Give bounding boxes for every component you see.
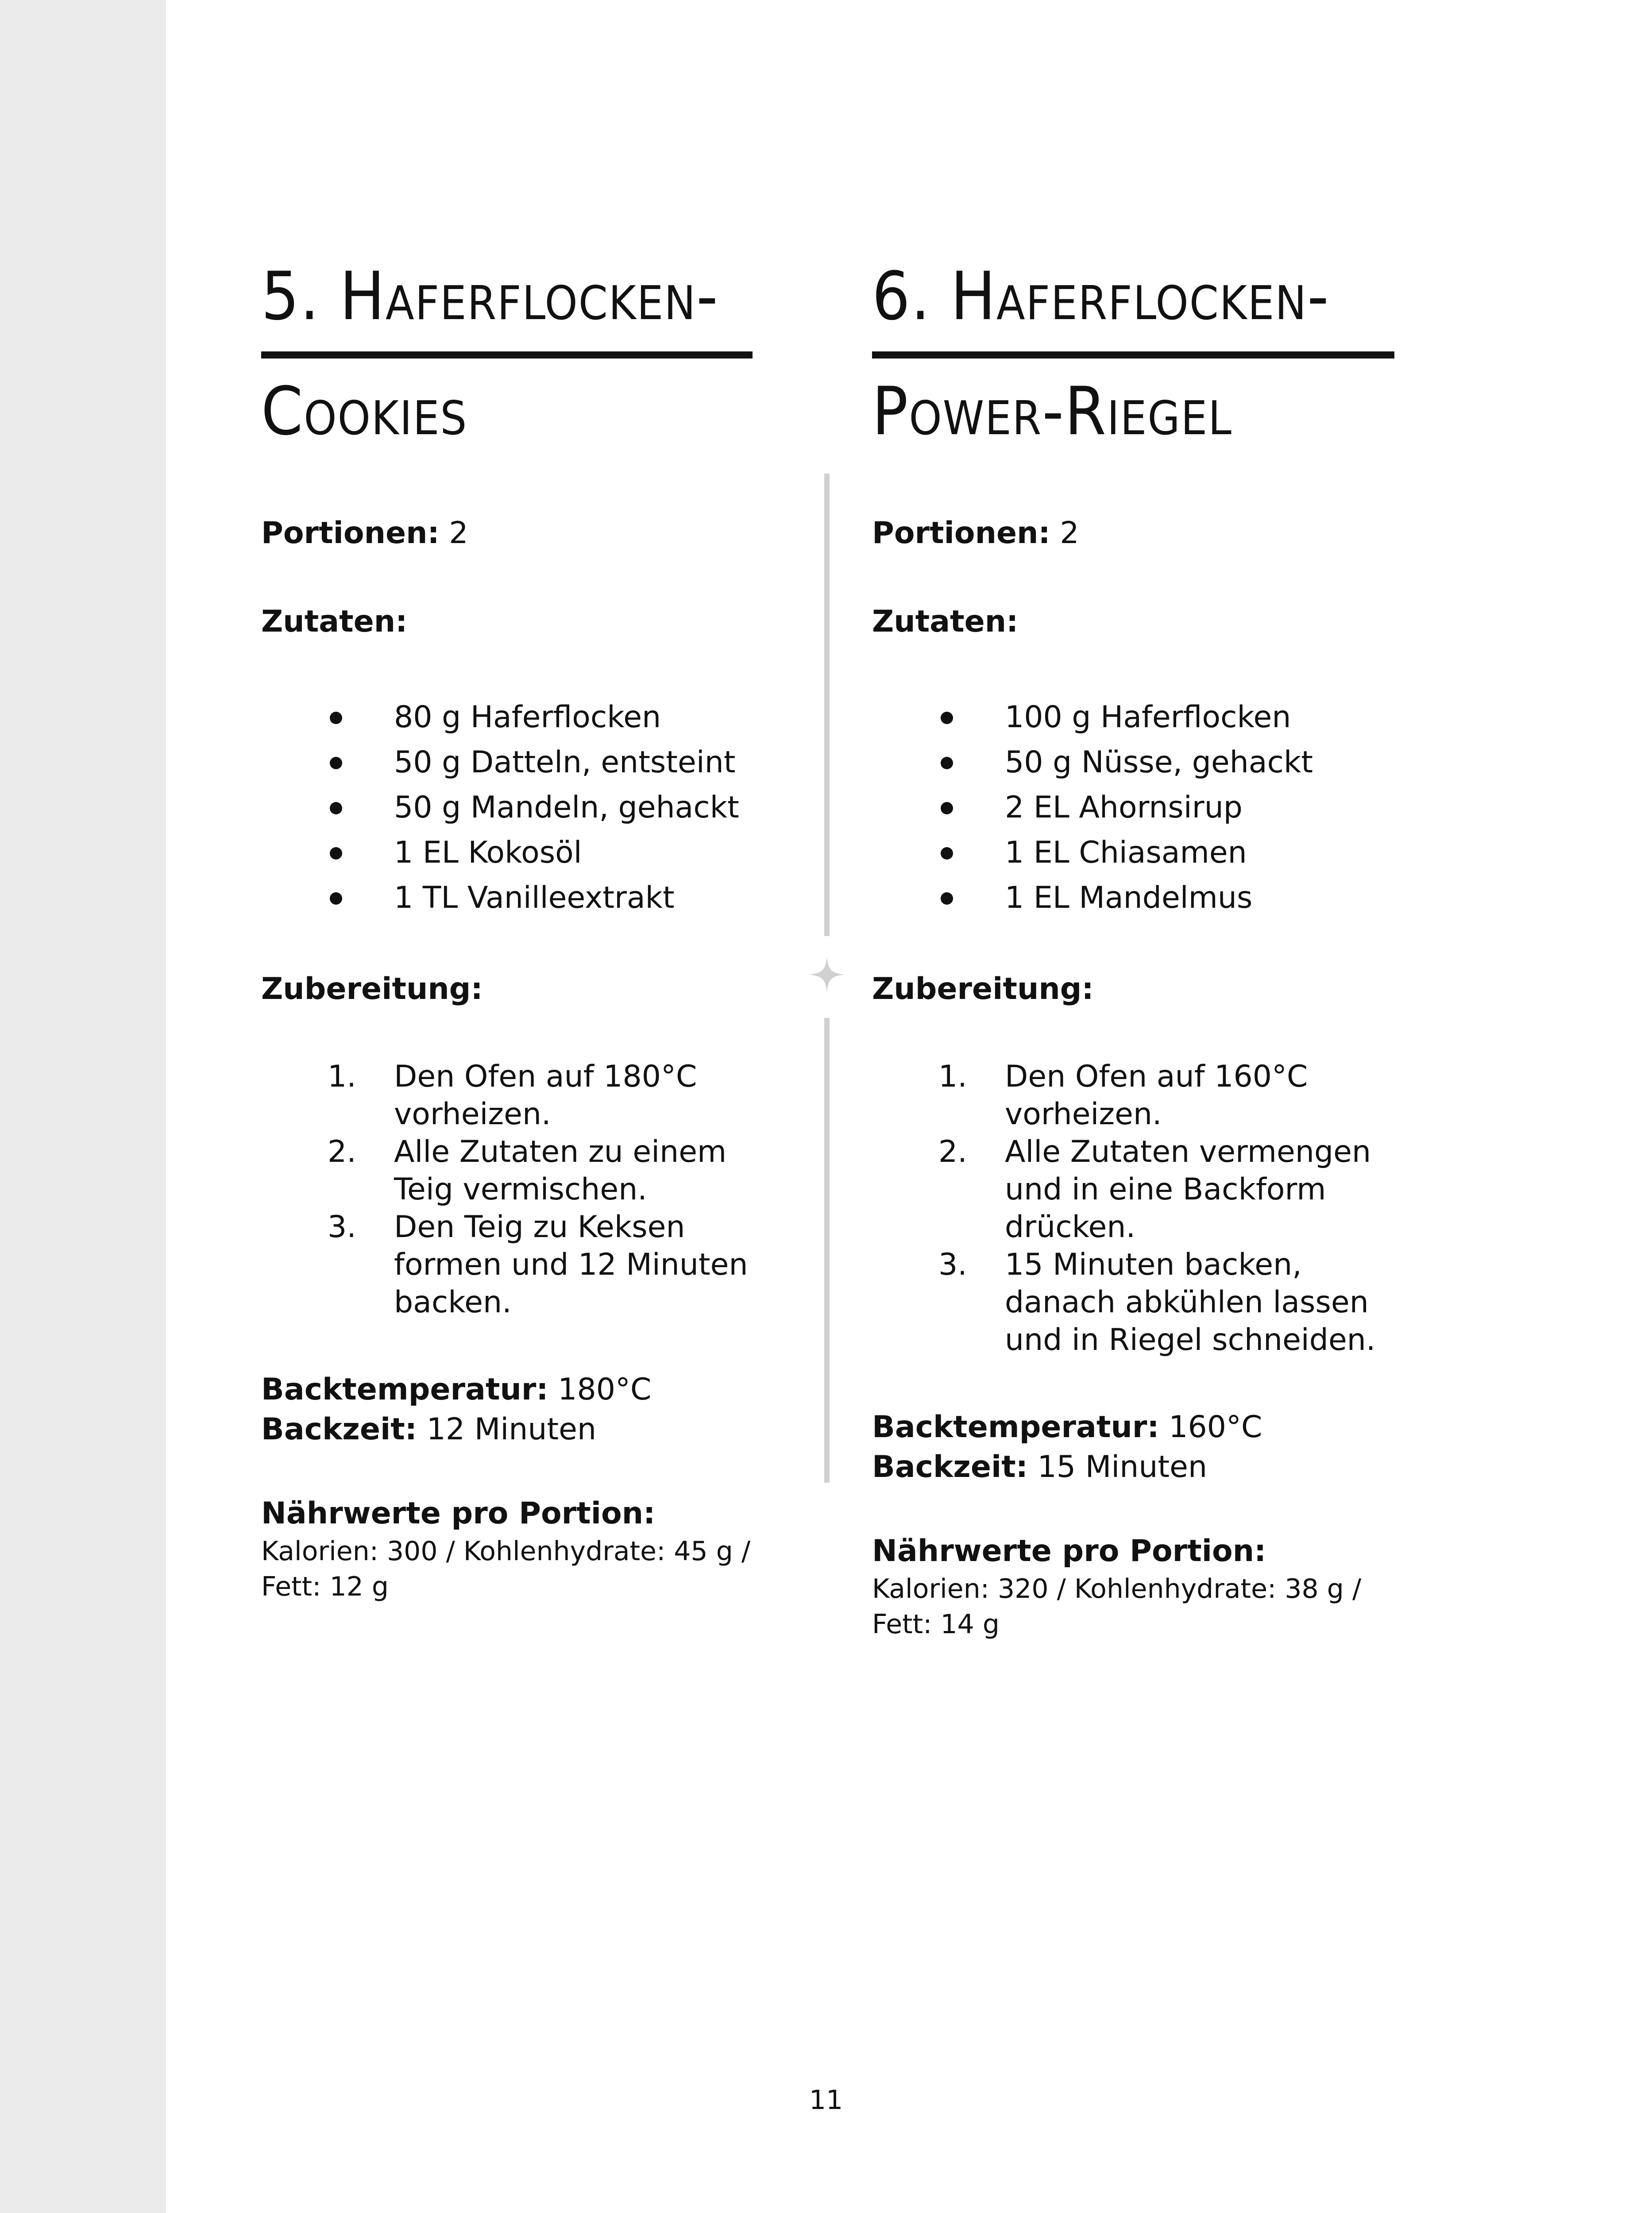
page-margin-strip	[0, 0, 166, 2213]
ingredients-heading: Zutaten:	[872, 604, 1019, 639]
ingredients-list	[872, 695, 1394, 921]
recipe-title-line1: 5. Haferflocken-	[261, 258, 719, 335]
step-text: Den Ofen auf 180°C vorheizen.	[394, 1059, 697, 1132]
ingredient-item: 50 g Mandeln, gehackt	[261, 785, 753, 830]
step-number: 1.	[938, 1059, 967, 1094]
ingredient-item: 50 g Datteln, entsteint	[261, 740, 753, 785]
step-item	[261, 1058, 753, 1133]
ingredient-item: 100 g Haferflocken	[872, 695, 1394, 740]
preparation-heading: Zubereitung:	[872, 972, 1094, 1006]
page-number: 11	[809, 2085, 843, 2116]
recipe-title-line1: 6. Haferflocken-	[872, 258, 1330, 335]
ingredients-heading: Zutaten:	[261, 604, 408, 639]
ingredient-item: 1 TL Vanilleextrakt	[261, 875, 753, 921]
nutrition-heading: Nährwerte pro Portion:	[261, 1496, 656, 1531]
nutrition-heading: Nährwerte pro Portion:	[872, 1534, 1266, 1569]
baking-time-value: 12 Minuten	[426, 1412, 597, 1447]
nutrition-line: Kalorien: 300 / Kohlenhydrate: 45 g /	[261, 1536, 751, 1567]
nutrition-line: Kalorien: 320 / Kohlenhydrate: 38 g /	[872, 1573, 1362, 1604]
servings	[872, 513, 1394, 553]
servings-label: Portionen:	[872, 516, 1050, 551]
baking-temperature	[261, 1370, 753, 1410]
recipe-title-line2: Cookies	[261, 373, 468, 450]
ingredient-item: 1 EL Kokosöl	[261, 830, 753, 875]
baking-time	[261, 1410, 753, 1450]
servings-value: 2	[1060, 516, 1079, 551]
step-number: 2.	[938, 1134, 967, 1169]
baking-time-label: Backzeit:	[872, 1450, 1028, 1484]
step-number: 3.	[328, 1210, 356, 1245]
step-item	[872, 1246, 1394, 1359]
step-text: Den Teig zu Keksen formen und 12 Minuten backen.	[394, 1210, 748, 1320]
servings-value: 2	[449, 516, 468, 551]
ingredient-item: 2 EL Ahornsirup	[872, 785, 1394, 830]
baking-temperature-value: 160°C	[1169, 1410, 1262, 1445]
ingredient-item: 1 EL Mandelmus	[872, 875, 1394, 921]
recipe-column-right	[872, 248, 1394, 1642]
step-text: Alle Zutaten vermengen und in eine Backform drücken.	[1005, 1134, 1371, 1245]
servings-label: Portionen:	[261, 516, 440, 551]
ingredient-item: 80 g Haferflocken	[261, 695, 753, 740]
ingredient-item: 1 EL Chiasamen	[872, 830, 1394, 875]
nutrition-line: Fett: 14 g	[872, 1609, 1000, 1640]
baking-temperature-label: Backtemperatur:	[872, 1410, 1159, 1445]
step-item	[261, 1208, 753, 1321]
baking-time-label: Backzeit:	[261, 1412, 417, 1447]
preparation-heading: Zubereitung:	[261, 972, 483, 1006]
ingredients-list	[261, 695, 753, 921]
step-text: 15 Minuten backen, danach abkühlen lassen und in Riegel schneiden.	[1005, 1247, 1376, 1357]
baking-temperature	[872, 1407, 1394, 1447]
step-number: 1.	[328, 1059, 356, 1094]
title-underline	[261, 351, 753, 359]
step-text: Den Ofen auf 160°C vorheizen.	[1005, 1059, 1308, 1132]
step-item	[261, 1133, 753, 1208]
servings	[261, 513, 753, 553]
step-item	[872, 1133, 1394, 1246]
preparation-steps	[261, 1058, 753, 1321]
column-divider-top	[824, 474, 830, 936]
four-point-star-icon	[808, 956, 845, 993]
preparation-steps	[872, 1058, 1394, 1359]
step-number: 3.	[938, 1247, 967, 1282]
baking-temperature-value: 180°C	[558, 1372, 652, 1407]
title-underline	[872, 351, 1394, 359]
recipe-column-left	[261, 248, 753, 1604]
column-divider-bottom	[824, 1018, 830, 1483]
recipe-title-line2: Power-Riegel	[872, 373, 1232, 450]
step-number: 2.	[328, 1134, 356, 1169]
baking-time-value: 15 Minuten	[1037, 1450, 1208, 1484]
step-text: Alle Zutaten zu einem Teig vermischen.	[394, 1134, 727, 1207]
baking-temperature-label: Backtemperatur:	[261, 1372, 548, 1407]
step-item	[872, 1058, 1394, 1133]
baking-time	[872, 1447, 1394, 1487]
nutrition-line: Fett: 12 g	[261, 1571, 389, 1602]
ingredient-item: 50 g Nüsse, gehackt	[872, 740, 1394, 785]
